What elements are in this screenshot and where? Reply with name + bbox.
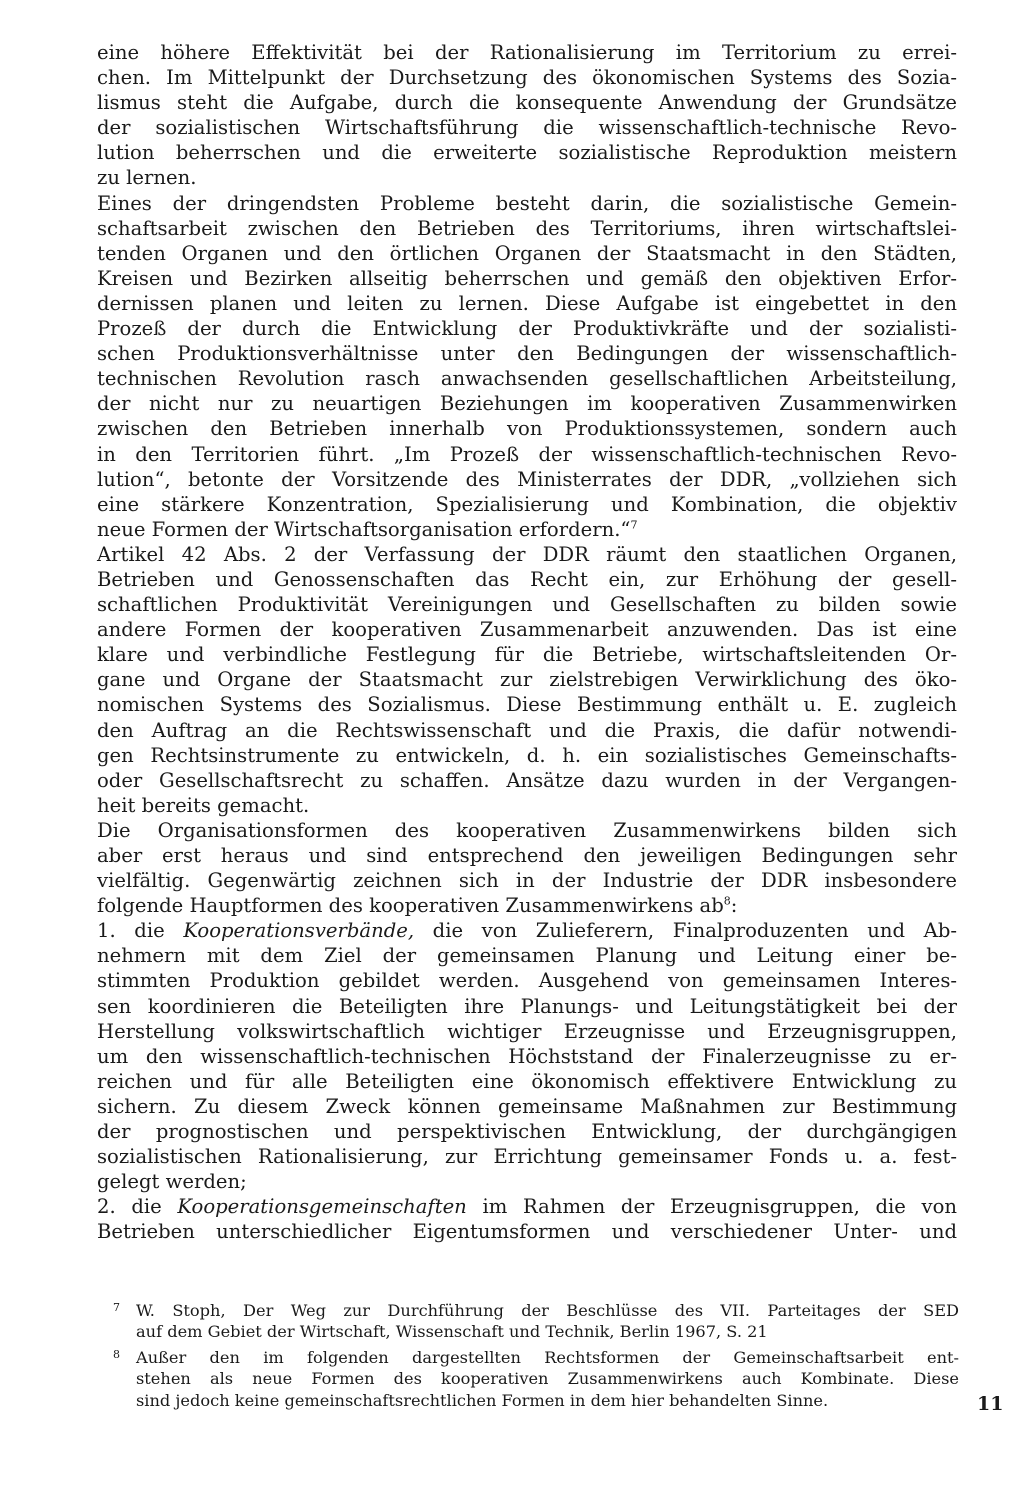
text-line: Betrieben und Genossenschaften das Recht ein, zur Erhöhung der gesell- <box>97 567 957 591</box>
text-line: stimmten Produktion gebildet werden. Ausgehend von gemeinsamen Interes- <box>97 969 957 993</box>
text-line: Kreisen und Bezirken allseitig beherrschen und gemäß den objektiven Erfor- <box>97 266 957 290</box>
text-line: schen Produktionsverhältnisse unter den Bedingungen der wissenschaftlich- <box>97 342 957 366</box>
footnote-line: auf dem Gebiet der Wirtschaft, Wissenschaft und Technik, Berlin 1967, S. 21 <box>136 1322 768 1342</box>
text-line: sichern. Zu diesem Zweck können gemeinsame Maßnahmen zur Bestimmung <box>97 1094 957 1118</box>
text-segment: 2. die <box>97 1195 178 1219</box>
footnote-line: stehen als neue Formen des kooperativen Zusammenwirkens auch Kombinate. Diese <box>136 1369 959 1389</box>
text-line: Die Organisationsformen des kooperativen Zusammenwirkens bilden sich <box>97 818 957 842</box>
text-line: um den wissenschaftlich-technischen Höchststand der Finalerzeugnisse zu er- <box>97 1044 957 1068</box>
text-line: gen Rechtsinstrumente zu entwickeln, d. h. ein sozialistisches Gemeinschafts- <box>97 743 957 767</box>
footnote-number: 7 <box>113 1301 120 1314</box>
text-line: in den Territorien führt. „Im Prozeß der wissenschaftlich-technischen Revo- <box>97 442 957 466</box>
text-line: schaftsarbeit zwischen den Betrieben des Territoriums, ihren wirtschaftslei- <box>97 216 957 240</box>
text-line: den Auftrag an die Rechtswissenschaft und die Praxis, die dafür notwendi- <box>97 718 957 742</box>
footnote-line: sind jedoch keine gemeinschaftsrechtlichen Formen in dem hier behandelten Sinne. <box>136 1390 829 1410</box>
text-line: dernissen planen und leiten zu lernen. Diese Aufgabe ist eingebettet in den <box>97 291 957 315</box>
text-line: nehmern mit dem Ziel der gemeinsamen Planung und Leitung einer be- <box>97 944 957 968</box>
text-segment: neue Formen der Wirtschaftsorganisation erfordern.“ <box>97 517 631 541</box>
text-line: gane und Organe der Staatsmacht zur zielstrebigen Verwirklichung des öko- <box>97 668 957 692</box>
text-line: aber erst heraus und sind entsprechend den jeweiligen Bedingungen sehr <box>97 844 957 867</box>
text-line: lution“, betonte der Vorsitzende des Ministerrates der DDR, „vollziehen sich <box>97 467 957 491</box>
footnotes <box>113 1300 959 1415</box>
text-line: Eines der dringendsten Probleme besteht darin, die sozialistische Gemein- <box>97 191 957 215</box>
body-text <box>97 40 957 1245</box>
text-line-with-footnote-ref <box>97 893 957 918</box>
emphasized-term: Kooperationsgemeinschaften <box>177 1195 467 1219</box>
text-line: der sozialistischen Wirtschaftsführung die wissenschaftlich-technische Revo- <box>97 116 957 140</box>
text-line: tenden Organen und den örtlichen Organen der Staatsmacht in den Städten, <box>97 241 957 265</box>
text-segment: im Rahmen der Erzeugnisgruppen, die von <box>466 1195 958 1219</box>
footnote-line: W. Stoph, Der Weg zur Durchführung der Beschlüsse des VII. Parteitages der SED <box>136 1301 959 1320</box>
footnote-line: Außer den im folgenden dargestellten Rechtsformen der Gemeinschaftsarbeit ent- <box>136 1347 959 1367</box>
text-line-with-footnote-ref <box>97 517 957 542</box>
text-line: heit bereits gemacht. <box>97 793 310 817</box>
footnote-ref-8[interactable]: 8 <box>723 894 731 908</box>
text-line: oder Gesellschaftsrecht zu schaffen. Ansätze dazu wurden in der Vergangen- <box>97 768 957 792</box>
footnote-number: 8 <box>113 1347 120 1361</box>
text-line: der prognostischen und perspektivischen Entwicklung, der durchgängigen <box>97 1120 957 1144</box>
text-segment: 1. die <box>97 919 184 943</box>
page-number: 11 <box>977 1393 1004 1415</box>
emphasized-term: Kooperationsverbände, <box>183 919 415 943</box>
text-line: gelegt werden; <box>97 1170 247 1194</box>
text-line: der nicht nur zu neuartigen Beziehungen im kooperativen Zusammenwirken <box>97 392 957 416</box>
text-line: Herstellung volkswirtschaftlich wichtiger Erzeugnisse und Erzeugnisgruppen, <box>97 1019 957 1043</box>
text-line: eine stärkere Konzentration, Spezialisierung und Kombination, die objektiv <box>97 492 957 516</box>
text-line: schaftlichen Produktivität Vereinigungen und Gesellschaften zu bilden sowie <box>97 593 957 617</box>
text-line: lution beherrschen und die erweiterte sozialistische Reproduktion meistern <box>97 141 957 165</box>
text-line: eine höhere Effektivität bei der Rationalisierung im Territorium zu errei- <box>97 41 957 64</box>
footnote-ref-7[interactable]: 7 <box>630 518 638 532</box>
text-line: Artikel 42 Abs. 2 der Verfassung der DDR räumt den staatlichen Organen, <box>97 542 957 566</box>
text-line: Prozeß der durch die Entwicklung der Produktivkräfte und der sozialisti- <box>97 317 957 341</box>
footnote-7 <box>113 1300 959 1343</box>
text-line: chen. Im Mittelpunkt der Durchsetzung des ökonomischen Systems des Sozia- <box>97 66 957 90</box>
text-line: sozialistischen Rationalisierung, zur Errichtung gemeinsamer Fonds u. a. fest- <box>97 1145 957 1169</box>
list-item-2-first-line <box>97 1194 957 1219</box>
text-segment: folgende Hauptformen des kooperativen Zusammenwirkens ab <box>97 894 724 918</box>
text-line: Betrieben unterschiedlicher Eigentumsformen und verschiedener Unter- und <box>97 1220 957 1244</box>
text-line: lismus steht die Aufgabe, durch die konsequente Anwendung der Grundsätze <box>97 91 957 115</box>
text-line: zu lernen. <box>97 166 197 190</box>
list-item-1-first-line <box>97 918 957 943</box>
text-line: nomischen Systems des Sozialismus. Diese Bestimmung enthält u. E. zugleich <box>97 693 957 717</box>
text-line: andere Formen der kooperativen Zusammenarbeit anzuwenden. Das ist eine <box>97 618 957 642</box>
text-line: reichen und für alle Beteiligten eine ökonomisch effektivere Entwicklung zu <box>97 1069 957 1093</box>
text-line: technischen Revolution rasch anwachsenden gesellschaftlichen Arbeitsteilung, <box>97 367 957 391</box>
footnote-8 <box>113 1347 959 1411</box>
text-line: zwischen den Betrieben innerhalb von Produktionssystemen, sondern auch <box>97 417 957 441</box>
text-line: vielfältig. Gegenwärtig zeichnen sich in der Industrie der DDR insbesondere <box>97 869 957 893</box>
text-line: sen koordinieren die Beteiligten ihre Planungs- und Leitungstätigkeit bei der <box>97 994 957 1018</box>
text-line: klare und verbindliche Festlegung für die Betriebe, wirtschaftsleitenden Or- <box>97 643 957 667</box>
text-segment: die von Zulieferern, Finalproduzenten und Ab- <box>414 919 957 943</box>
text-segment: : <box>730 894 738 918</box>
